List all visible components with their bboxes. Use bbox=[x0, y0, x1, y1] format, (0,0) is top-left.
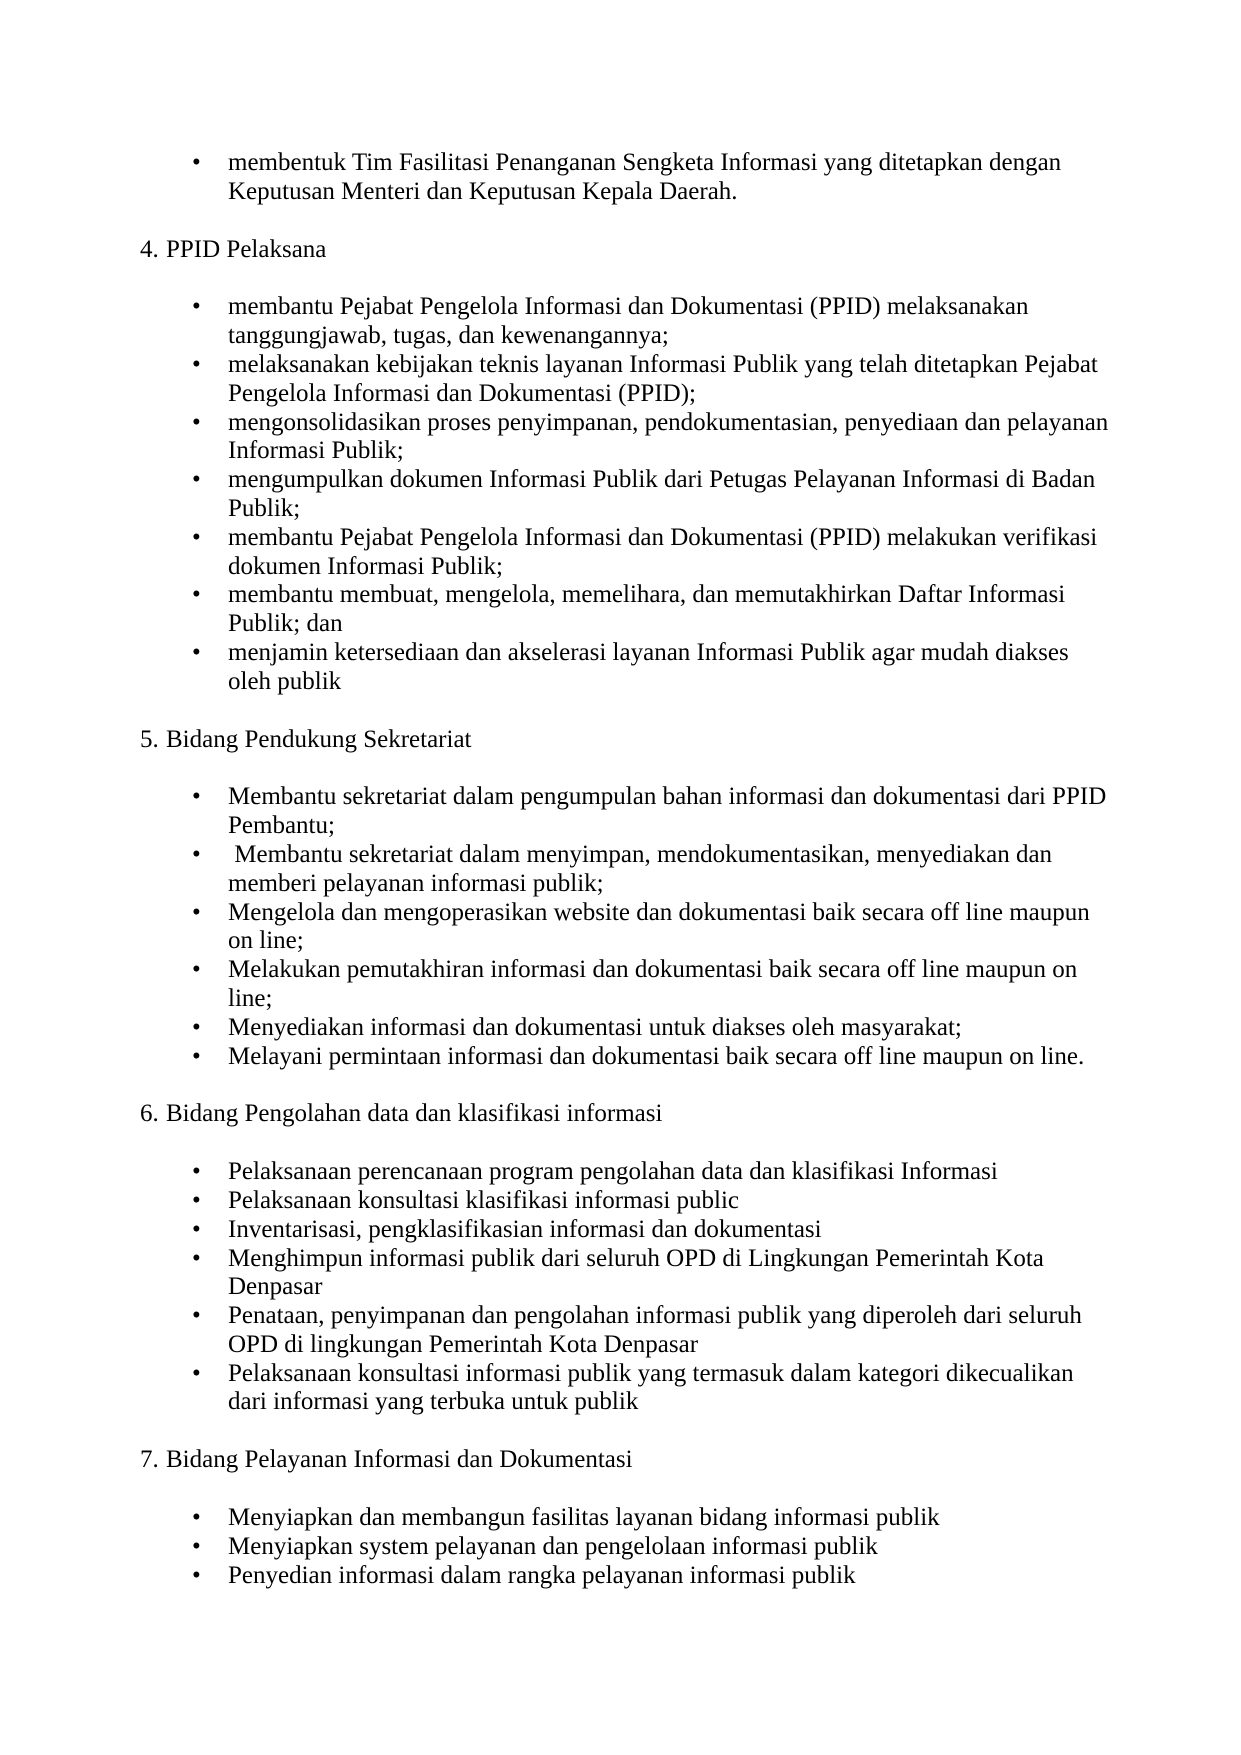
bullet-icon: • bbox=[192, 523, 201, 551]
bullet-icon: • bbox=[192, 1186, 201, 1214]
bullet-icon: • bbox=[192, 1532, 201, 1560]
list-item-text: Pelaksanaan konsultasi klasifikasi informasi public bbox=[228, 1186, 740, 1214]
list-item-text: Pelaksanaan perencanaan program pengolahan data dan klasifikasi Informasi bbox=[228, 1158, 998, 1186]
bullet-icon: • bbox=[192, 581, 201, 609]
bullet-icon: • bbox=[192, 1215, 201, 1243]
list-item-text: membantu membuat, mengelola, memelihara, dan memutakhirkan Daftar Informasi Publik; dan bbox=[228, 581, 1072, 638]
section-title: Bidang Pendukung Sekretariat bbox=[166, 725, 472, 753]
bullet-icon: • bbox=[192, 1042, 201, 1070]
list-item bbox=[192, 293, 1113, 351]
list-item bbox=[192, 1562, 1113, 1591]
list-item-text: mengonsolidasikan proses penyimpanan, pendokumentasian, penyediaan dan pelayanan Informasi Publik; bbox=[228, 408, 1115, 465]
list-item bbox=[192, 956, 1113, 1014]
list-item-text: membantu Pejabat Pengelola Informasi dan Dokumentasi (PPID) melakukan verifikasi dokumen Informasi Publik; bbox=[228, 523, 1104, 580]
bullet-icon: • bbox=[192, 1158, 201, 1186]
list-item bbox=[192, 409, 1113, 467]
list-item bbox=[192, 149, 1113, 207]
bullet-icon: • bbox=[192, 1013, 201, 1041]
bullet-icon: • bbox=[192, 293, 201, 321]
section-title: Bidang Pengolahan data dan klasifikasi informasi bbox=[166, 1100, 663, 1128]
section-heading bbox=[0, 1100, 1241, 1129]
list-item bbox=[192, 1302, 1113, 1360]
list-item-text: Mengelola dan mengoperasikan website dan dokumentasi baik secara off line maupun on line; bbox=[228, 898, 1097, 955]
list-item-text: Membantu sekretariat dalam menyimpan, mendokumentasikan, menyediakan dan memberi pelayanan informasi publik; bbox=[228, 840, 1059, 897]
bullet-icon: • bbox=[192, 1504, 201, 1532]
list-item-text: membentuk Tim Fasilitasi Penanganan Sengketa Informasi yang ditetapkan dengan Keputusan Menteri dan Keputusan Kepala Daerah. bbox=[228, 149, 1068, 205]
list-item bbox=[192, 899, 1113, 957]
section-bullet-list bbox=[0, 293, 1241, 696]
list-item-text: melaksanakan kebijakan teknis layanan Informasi Publik yang telah ditetapkan Pejabat Pengelola Informasi dan Dokumentasi (PPID); bbox=[228, 350, 1105, 407]
list-item-text: mengumpulkan dokumen Informasi Publik dari Petugas Pelayanan Informasi di Badan Publik; bbox=[228, 466, 1102, 522]
list-item-text: Inventarisasi, pengklasifikasian informasi dan dokumentasi bbox=[228, 1215, 822, 1243]
section-title: Bidang Pelayanan Informasi dan Dokumentasi bbox=[166, 1446, 633, 1474]
bullet-icon: • bbox=[192, 1561, 201, 1589]
section-heading bbox=[0, 726, 1241, 755]
list-item-text: Menghimpun informasi publik dari seluruh OPD di Lingkungan Pemerintah Kota Denpasar bbox=[228, 1244, 1051, 1301]
list-item bbox=[192, 1245, 1113, 1303]
bullet-icon: • bbox=[192, 408, 201, 436]
bullet-icon: • bbox=[192, 840, 201, 868]
section-number: 4. bbox=[140, 235, 159, 263]
bullet-icon: • bbox=[192, 1244, 201, 1272]
list-item-text: Pelaksanaan konsultasi informasi publik yang termasuk dalam kategori dikecualikan dari informasi yang terbuka untuk publik bbox=[228, 1359, 1080, 1416]
list-item bbox=[192, 841, 1113, 899]
list-item bbox=[192, 1043, 1113, 1072]
list-item-text: Menyediakan informasi dan dokumentasi untuk diakses oleh masyarakat; bbox=[228, 1013, 962, 1041]
section-heading bbox=[0, 1446, 1241, 1475]
list-item-text: Melayani permintaan informasi dan dokumentasi baik secara off line maupun on line. bbox=[228, 1042, 1085, 1070]
list-item bbox=[192, 466, 1113, 524]
bullet-icon: • bbox=[192, 783, 201, 811]
bullet-icon: • bbox=[192, 956, 201, 984]
list-item bbox=[192, 1158, 1113, 1187]
bullet-icon: • bbox=[192, 350, 201, 378]
list-item bbox=[192, 1014, 1113, 1043]
list-item-text: Melakukan pemutakhiran informasi dan dokumentasi baik secara off line maupun on line; bbox=[228, 956, 1084, 1012]
list-item bbox=[192, 1504, 1113, 1533]
list-item bbox=[192, 351, 1113, 409]
bullet-icon: • bbox=[192, 149, 201, 176]
bullet-icon: • bbox=[192, 1302, 201, 1330]
list-item-text: membantu Pejabat Pengelola Informasi dan Dokumentasi (PPID) melaksanakan tanggungjawab, tugas, dan kewenangannya; bbox=[228, 293, 1035, 350]
section-number: 5. bbox=[140, 725, 159, 753]
bullet-icon: • bbox=[192, 1359, 201, 1387]
list-item-text: Membantu sekretariat dalam pengumpulan bahan informasi dan dokumentasi dari PPID Pembantu; bbox=[228, 783, 1113, 840]
section-number: 6. bbox=[140, 1100, 159, 1128]
list-item bbox=[192, 524, 1113, 582]
list-item bbox=[192, 783, 1113, 841]
section-title: PPID Pelaksana bbox=[166, 235, 327, 263]
list-item bbox=[192, 1216, 1113, 1245]
section-bullet-list bbox=[0, 1158, 1241, 1417]
intro-bullet-list bbox=[0, 149, 1241, 207]
list-item bbox=[192, 1533, 1113, 1562]
list-item bbox=[192, 639, 1113, 697]
list-item-text: Menyiapkan dan membangun fasilitas layanan bidang informasi publik bbox=[228, 1504, 940, 1532]
bullet-icon: • bbox=[192, 898, 201, 926]
section-bullet-list bbox=[0, 1504, 1241, 1590]
bullet-icon: • bbox=[192, 466, 201, 494]
bullet-icon: • bbox=[192, 638, 201, 666]
section-heading bbox=[0, 236, 1241, 265]
list-item bbox=[192, 581, 1113, 639]
list-item-text: menjamin ketersediaan dan akselerasi layanan Informasi Publik agar mudah diakses oleh publik bbox=[228, 638, 1075, 695]
list-item-text: Menyiapkan system pelayanan dan pengelolaan informasi publik bbox=[228, 1532, 878, 1560]
list-item bbox=[192, 1360, 1113, 1418]
section-number: 7. bbox=[140, 1446, 159, 1474]
section-bullet-list bbox=[0, 783, 1241, 1071]
list-item-text: Penyedian informasi dalam rangka pelayanan informasi publik bbox=[228, 1561, 856, 1589]
list-item-text: Penataan, penyimpanan dan pengolahan informasi publik yang diperoleh dari seluruh OPD di lingkungan Pemerintah Kota Denpasar bbox=[228, 1302, 1089, 1358]
list-item bbox=[192, 1187, 1113, 1216]
